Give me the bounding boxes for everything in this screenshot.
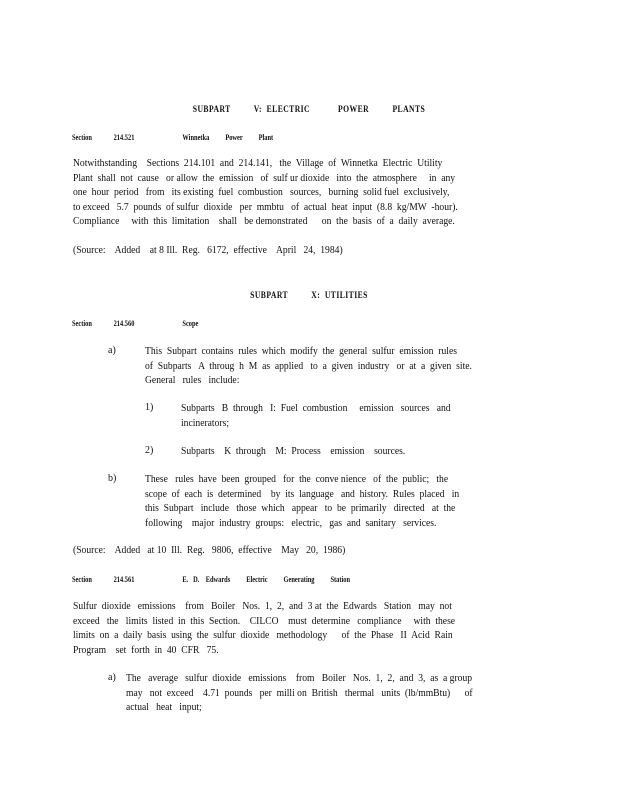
body-line: scope of each is determined by its language and history. Rules placed in [145,488,460,500]
body-line: of Subparts A throug h M as applied to a given industry or at a given site. [145,360,472,372]
section-214-561-item-a-text [126,672,491,716]
subitem-2-text [181,445,469,460]
body-line: exceed the limits listed in this Section. CILCO must determine compliance with these [73,615,456,627]
subpart-x-heading: SUBPART X: UTILITIES [250,290,368,300]
body-line: Compliance with this limitation shall be demonstrated on the basis of a daily average. [73,216,455,228]
item-b-text [145,473,491,531]
section-title: E. D. Edwards Electric Generating Station [182,575,351,584]
section-214-560-source: (Source: Added at 10 Ill. Reg. 9806, effective May 20, 1986) [73,545,346,556]
body-line: General rules include: [145,375,240,387]
section-label: Section [72,133,92,142]
section-214-560-header [72,319,198,328]
body-line: Subparts K through M: Process emission sources. [181,446,406,457]
section-label: Section [72,575,92,584]
subitem-1-text [181,402,469,431]
body-line: Program set forth in 40 CFR 75. [73,644,219,656]
body-line: Plant shall not cause or allow the emission of sulf ur dioxide into the atmosphere in any [73,172,456,184]
body-line: Subparts B through I: Fuel combustion emission sources and [181,403,451,414]
section-214-521-body [73,157,515,230]
section-number: 214.560 [113,319,135,328]
section-label: Section [72,319,92,328]
section-title: Scope [182,319,199,328]
subitem-1-marker: 1) [145,402,154,413]
body-line: Sulfur dioxide emissions from Boiler Nos. 1, 2, and 3 at the Edwards Station may not [73,601,452,612]
body-line: Notwithstanding Sections 214.101 and 214.141, the Village of Winnetka Electric Utility [73,158,443,169]
item-a-marker: a) [108,345,116,356]
body-line: The average sulfur dioxide emissions from Boiler Nos. 1, 2, and 3, as a group [126,673,473,684]
section-214-521-source: (Source: Added at 8 Ill. Reg. 6172, effective April 24, 1984) [73,245,343,256]
section-214-521-header [72,133,273,142]
section-214-561-body [73,600,515,658]
item-a-marker: a) [108,672,116,683]
item-a-text [145,345,491,389]
body-line: one hour period from its existing fuel combustion sources, burning solid fuel exclusively, [73,187,450,199]
subitem-2-marker: 2) [145,445,154,456]
section-number: 214.561 [113,575,135,584]
body-line: These rules have been grouped for the conve nience of the public; the [145,474,449,485]
section-title: Winnetka Power Plant [182,133,274,142]
section-number: 214.521 [113,133,135,142]
body-line: to exceed 5.7 pounds of sulfur dioxide per mmbtu of actual heat input (8.8 kg/MW -hour). [73,201,458,213]
body-line: limits on a daily basis using the sulfur dioxide methodology of the Phase II Acid Rain [73,630,453,642]
subpart-v-heading: SUBPART V: ELECTRIC POWER PLANTS [192,104,426,114]
body-line: following major industry groups: electric, gas and sanitary services. [145,517,437,529]
section-214-561-header [72,575,350,584]
body-line: actual heat input; [126,702,202,714]
body-line: this Subpart include those which appear to be primarily directed at the [145,503,456,515]
body-line: incinerators; [181,417,229,429]
body-line: This Subpart contains rules which modify the general sulfur emission rules [145,346,457,357]
item-b-marker: b) [108,473,117,484]
body-line: may not exceed 4.71 pounds per milli on British thermal units (lb/mmBtu) of [126,687,473,699]
